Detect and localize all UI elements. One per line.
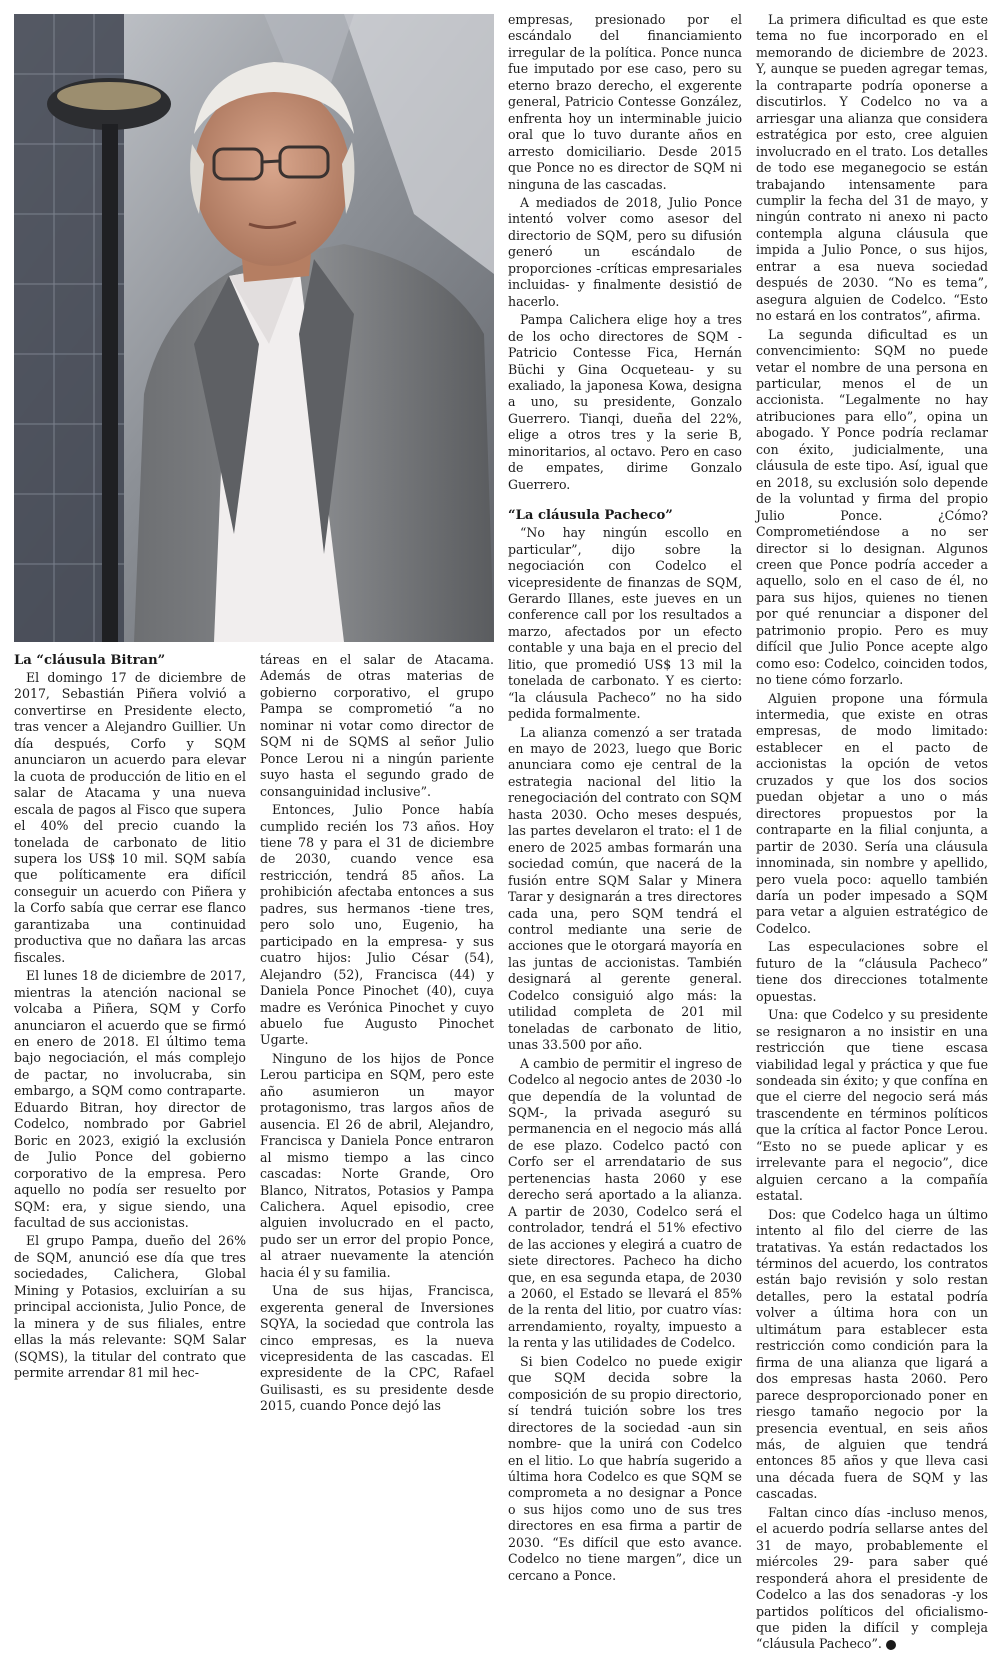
paragraph: El grupo Pampa, dueño del 26% de SQM, anunció ese día que tres sociedades, Calichera, Global Mining y Potasios, excluirían a su principal accionista, Julio Ponce, de la minera y de sus filiales, entre ellas la más relevante: SQM Salar (SQMS), la titular del contrato que permite arrendar 81 mil hec- (14, 1233, 246, 1381)
paragraph-final (756, 1505, 988, 1653)
column-1 (14, 652, 246, 1381)
portrait-illustration (14, 14, 494, 642)
portrait-photo (14, 14, 494, 642)
paragraph: A cambio de permitir el ingreso de Codelco al negocio antes de 2030 -lo que dependía de la voluntad de SQM-, la privada aseguró su permanencia en el negocio más allá de ese plazo. Codelco pactó con Corfo ser el arrendatario de sus pertenencias hasta 2060 y ese derecho será aportado a la alianza. A partir de 2030, Codelco será el controlador, tendrá el 51% efectivo de las acciones y elegirá a cuatro de siete directores. Pacheco ha dicho que, en esa segunda etapa, de 2030 a 2060, el Estado se llevará el 85% de la renta del litio, por cuatro vías: arrendamiento, royalty, impuesto a la renta y las utilidades de Codelco. (508, 1055, 742, 1351)
paragraph: Las especulaciones sobre el futuro de la “cláusula Pacheco” tiene dos direcciones totalmente opuestas. (756, 939, 988, 1004)
column-4 (756, 12, 988, 1652)
paragraph: Ninguno de los hijos de Ponce Lerou participa en SQM, pero este año asumieron un mayor protagonismo, tras largos años de ausencia. El 26 de abril, Alejandro, Francisca y Daniela Ponce entraron al mismo tiempo a las cinco cascadas: Norte Grande, Oro Blanco, Nitratos, Potasios y Pampa Calichera. Aquel episodio, cree alguien involucrado en el pacto, pudo ser un error del propio Ponce, al atraer nuevamente la atención hacia él y su familia. (260, 1050, 494, 1280)
paragraph: Dos: que Codelco haga un último intento al filo del cierre de las tratativas. Ya están redactados los términos del acuerdo, los contratos están bajo revisión y solo restan detalles, pero la estatal podría volver a última hora con un ultimátum para establecer esta restricción como condición para la firma de una alianza que ligará a dos empresas hasta 2060. Pero parece desproporcionado poner en riesgo tamaño negocio por la presencia eventual, en seis años más, de alguien que tendrá entonces 85 años y que lleva casi una década fuera de SQM y las cascadas. (756, 1206, 988, 1502)
paragraph: empresas, presionado por el escándalo del financiamiento irregular de la política. Ponce nunca fue imputado por ese caso, pero su eterno brazo derecho, el exgerente general, Patricio Contesse González, enfrenta hoy un interminable juicio oral que lo tuvo durante años en arresto domiciliario. Desde 2015 que Ponce no es director de SQM ni ninguna de las cascadas. (508, 12, 742, 192)
paragraph: La segunda dificultad es un convencimiento: SQM no puede vetar el nombre de una persona en particular, menos el de un accionista. “Legalmente no hay atribuciones para ello”, opina un abogado. Y Ponce podría reclamar con éxito, judicialmente, una cláusula de este tipo. Así, igual que en 2018, su exclusión solo depende de la voluntad y firma del propio Julio Ponce. ¿Cómo? Comprometiéndose a no ser director si lo designan. Algunos creen que Ponce podría acceder a aquello, solo en el caso de él, no para sus hijos, quienes no tienen por qué renunciar a disponer del patrimonio propio. Pero es muy difícil que Julio Ponce acepte algo como eso: Codelco, coinciden todos, no tiene cómo forzarlo. (756, 326, 988, 688)
column-2 (260, 652, 494, 1414)
paragraph: La alianza comenzó a ser tratada en mayo de 2023, luego que Boric anunciara como eje central de la estrategia nacional del litio la renegociación del contrato con SQM hasta 2030. Ocho meses después, las partes develaron el trato: el 1 de enero de 2025 ambas formarán una sociedad común, que nacerá de la fusión entre SQM Salar y Minera Tarar y designarán a tres directores cada una, pero SQM tendrá el control mediante una serie de acciones que le otorgará mayoría en las juntas de accionistas. También designará al gerente general. Codelco consiguió algo más: la utilidad completa de 201 mil toneladas de carbonato de litio, unas 33.500 por año. (508, 724, 742, 1053)
paragraph: El domingo 17 de diciembre de 2017, Sebastián Piñera volvió a convertirse en Presidente electo, tras vencer a Alejandro Guillier. Un día después, Corfo y SQM anunciaron un acuerdo para elevar la cuota de producción de litio en el salar de Atacama y una nueva escala de pagos al Fisco que supera el 40% del precio cuando la tonelada de carbonato de litio supera los US$ 10 mil. SQM sabía que políticamente era difícil conseguir un acuerdo con Piñera y la Corfo sabía que cerrar ese flanco garantizaba una continuidad productiva que no dañara las arcas fiscales. (14, 670, 246, 965)
paragraph: Pampa Calichera elige hoy a tres de los ocho directores de SQM -Patricio Contesse Fica, Hernán Büchi y Gina Ocqueteau- y su exaliado, la japonesa Kowa, designa a uno, su presidente, Gonzalo Guerrero. Tianqi, dueña del 22%, elige a otros tres y la serie B, minoritarios, al octavo. Pero en caso de empates, dirime Gonzalo Guerrero. (508, 312, 742, 492)
column-3 (508, 12, 742, 1583)
paragraph: Una de sus hijas, Francisca, exgerenta general de Inversiones SQYA, la sociedad que controla las cinco empresas, es la nueva vicepresidenta de las cascadas. El expresidente de la CPC, Rafael Guilisasti, es su presidente desde 2015, cuando Ponce dejó las (260, 1283, 494, 1414)
paragraph: La primera dificultad es que este tema no fue incorporado en el memorando de diciembre de 2023. Y, aunque se pueden agregar temas, la contraparte podría oponerse a discutirlos. Y Codelco no va a arriesgar una alianza que considera estratégica por esto, cree alguien involucrado en el trato. Los detalles de todo ese meganegocio se están trabajando intensamente para cumplir la fecha del 31 de mayo, y ningún contrato ni anexo ni pacto contempla alguna cláusula que impida a Julio Ponce, o sus hijos, entrar a esa nueva sociedad después de 2030. “No es tema”, asegura alguien de Codelco. “Esto no estará en los contratos”, afirma. (756, 12, 988, 324)
final-text: Faltan cinco días -incluso menos, el acuerdo podría sellarse antes del 31 de mayo, probablemente el miércoles 29- para saber qué responderá ahora el presidente de Codelco a las dos senadoras -y los partidos políticos del oficialismo- que piden la difícil y compleja “cláusula Pacheco”. (756, 1504, 988, 1652)
section-heading-bitran: La “cláusula Bitran” (14, 653, 166, 668)
paragraph: Una: que Codelco y su presidente se resignaron a no insistir en una restricción que tiene escasa viabilidad legal y práctica y que fue sondeada sin éxito; y que confína en que el cierre del negocio será más trascendente en términos políticos que la crítica al factor Ponce Lerou. “Esto no se puede aplicar y es irrelevante para el negocio”, dice alguien cercano a la compañía estatal. (756, 1007, 988, 1204)
paragraph: A mediados de 2018, Julio Ponce intentó volver como asesor del directorio de SQM, pero su difusión generó un escándalo de proporciones -críticas empresariales incluidas- y finalmente desistió de hacerlo. (508, 194, 742, 309)
paragraph: Entonces, Julio Ponce había cumplido recién los 73 años. Hoy tiene 78 y para el 31 de diciembre de 2030, cuando vence esa restricción, tendrá 85 años. La prohibición afectaba entonces a sus padres, sus hermanos -tiene tres, pero solo uno, Eugenio, ha participado en la empresa- y sus cuatro hijos: Julio César (54), Alejandro (52), Francisca (44) y Daniela Ponce Pinochet (40), cuya madre es Verónica Pinochet y cuyo abuelo fue Augusto Pinochet Ugarte. (260, 802, 494, 1048)
paragraph: El lunes 18 de diciembre de 2017, mientras la atención nacional se volcaba a Piñera, SQM y Corfo anunciaron el acuerdo que se firmó en enero de 2018. El último tema bajo negociación, el más complejo de pactar, no involucraba, sin embargo, a SQM como contraparte. Eduardo Bitran, hoy director de Codelco, nombrado por Gabriel Boric en 2023, exigió la exclusión de Julio Ponce del gobierno corporativo de la empresa. Pero aquello no podía ser resuelto por SQM: era, y sigue siendo, una facultad de sus accionistas. (14, 968, 246, 1230)
paragraph: táreas en el salar de Atacama. Además de otras materias de gobierno corporativo, el grupo Pampa se comprometió “a no nominar ni votar como director de SQM ni de SQMS al señor Julio Ponce Lerou ni a ningún pariente suyo hasta el segundo grado de consanguinidad inclusive”. (260, 652, 494, 799)
paragraph: “No hay ningún escollo en particular”, dijo sobre la negociación con Codelco el vicepresidente de finanzas de SQM, Gerardo Illanes, este jueves en un conference call por los resultados a marzo, afectados por un efecto contable y una baja en el precio del litio, que promedió US$ 13 mil la tonelada de carbonato. Y es cierto: “la cláusula Pacheco” no ha sido pedida formalmente. (508, 525, 742, 722)
section-heading-pacheco: “La cláusula Pacheco” (508, 508, 673, 524)
paragraph: Si bien Codelco no puede exigir que SQM decida sobre la composición de su propio directorio, sí tendrá tuición sobre los tres directores de la sociedad -aun sin nombre- que la unirá con Codelco en el litio. Lo que habría sugerido a última hora Codelco es que SQM se comprometa a no designar a Ponce o sus hijos como uno de sus tres directores en esa firma a partir de 2030. “Es difícil que esto avance. Codelco no tiene margen”, dice un cercano a Ponce. (508, 1353, 742, 1583)
end-mark-icon (886, 1640, 896, 1650)
paragraph: Alguien propone una fórmula intermedia, que existe en otras empresas, de modo limitado: establecer en el pacto de accionistas la opción de vetos cruzados y que los dos socios puedan objetar a uno o más directores propuestos por la contraparte en la filial conjunta, a partir de 2030. Sería una cláusula innominada, sin nombre y apellido, pero vuela poco: aquello también daría un poder impesado a SQM para vetar a alguien estratégico de Codelco. (756, 690, 988, 936)
